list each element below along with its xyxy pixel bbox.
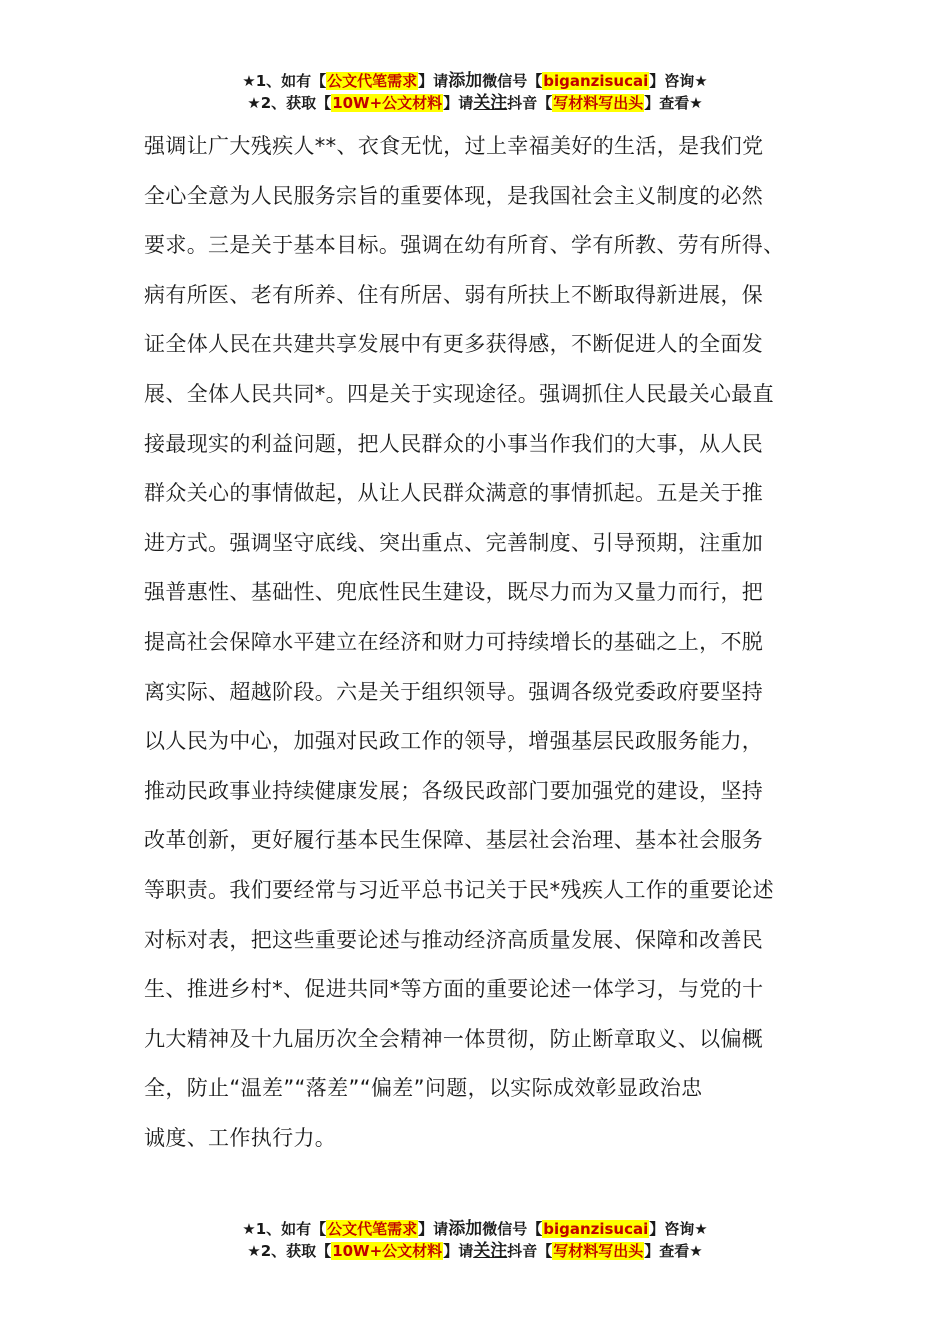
promo-text: 】请 <box>418 1220 449 1238</box>
body-line: 强普惠性、基础性、兜底性民生建设，既尽力而为又量力而行，把 <box>144 580 764 605</box>
document-body <box>144 122 809 1163</box>
promo-text: ★1、如有【 <box>242 72 327 90</box>
body-line: 展、全体人民共同*。四是关于实现途径。强调抓住人民最关心最直 <box>144 381 774 406</box>
promo-text: ★2、获取【 <box>247 1242 332 1260</box>
body-line: 生、推进乡村*、促进共同*等方面的重要论述一体学习，与党的十 <box>144 977 764 1002</box>
promo-highlight-douyin: 写材料写出头 <box>553 94 644 112</box>
promo-text: 】查看★ <box>644 1242 703 1260</box>
body-line: 全心全意为人民服务宗旨的重要体现，是我国社会主义制度的必然 <box>144 183 764 208</box>
body-line: 九大精神及十九届历次全会精神一体贯彻，防止断章取义、以偏概 <box>144 1026 764 1051</box>
promo-highlight: 公文代笔需求 <box>327 72 418 90</box>
promo-highlight: 10W+公文材料 <box>332 1242 443 1260</box>
promo-emphasis: 添加 <box>448 71 483 91</box>
body-line: 病有所医、老有所养、住有所居、弱有所扶上不断取得新进展，保 <box>144 282 764 307</box>
promo-highlight-douyin: 写材料写出头 <box>553 1242 644 1260</box>
body-line: 进方式。强调坚守底线、突出重点、完善制度、引导预期，注重加 <box>144 530 764 555</box>
promo-line-1 <box>0 70 950 92</box>
promo-text: ★1、如有【 <box>242 1220 327 1238</box>
promo-line-2 <box>0 92 950 114</box>
promo-text: 抖音【 <box>507 94 553 112</box>
body-line: 推动民政事业持续健康发展；各级民政部门要加强党的建设，坚持 <box>144 778 764 803</box>
promo-emphasis: 关注 <box>473 1241 508 1261</box>
body-line: 离实际、超越阶段。六是关于组织领导。强调各级党委政府要坚持 <box>144 679 764 704</box>
promo-emphasis: 关注 <box>473 93 508 113</box>
promo-text: 】查看★ <box>644 94 703 112</box>
body-line: 提高社会保障水平建立在经济和财力可持续增长的基础之上，不脱 <box>144 629 764 654</box>
body-line: 强调让广大残疾人**、衣食无忧，过上幸福美好的生活，是我们党 <box>144 134 764 158</box>
promo-text: 】请 <box>443 1242 474 1260</box>
promo-line-2 <box>0 1240 950 1262</box>
promo-emphasis: 添加 <box>448 1219 483 1239</box>
promo-text: 】请 <box>418 72 449 90</box>
body-line: 改革创新，更好履行基本民生保障、基层社会治理、基本社会服务 <box>144 828 764 853</box>
promo-highlight-wechat: biganzisucai <box>543 1220 649 1238</box>
promo-text: 】咨询★ <box>649 72 708 90</box>
bottom-promo-banner <box>0 1218 950 1262</box>
promo-highlight-wechat: biganzisucai <box>543 72 649 90</box>
body-line: 全，防止“温差”“落差”“偏差”问题，以实际成效彰显政治忠 <box>144 1076 703 1101</box>
promo-text: 微信号【 <box>482 1220 543 1238</box>
promo-line-1 <box>0 1218 950 1240</box>
promo-text: 抖音【 <box>507 1242 553 1260</box>
body-line: 诚度、工作执行力。 <box>144 1125 337 1150</box>
promo-text: ★2、获取【 <box>247 94 332 112</box>
body-line: 对标对表，把这些重要论述与推动经济高质量发展、保障和改善民 <box>144 927 764 952</box>
top-promo-banner <box>0 70 950 114</box>
body-line: 群众关心的事情做起，从让人民群众满意的事情抓起。五是关于推 <box>144 481 764 506</box>
body-line: 等职责。我们要经常与习近平总书记关于民*残疾人工作的重要论述 <box>144 877 774 902</box>
promo-text: 】咨询★ <box>649 1220 708 1238</box>
promo-highlight: 公文代笔需求 <box>327 1220 418 1238</box>
promo-highlight: 10W+公文材料 <box>332 94 443 112</box>
body-line: 证全体人民在共建共享发展中有更多获得感，不断促进人的全面发 <box>144 332 764 357</box>
promo-text: 】请 <box>443 94 474 112</box>
body-line: 以人民为中心，加强对民政工作的领导，增强基层民政服务能力， <box>144 729 764 754</box>
promo-text: 微信号【 <box>482 72 543 90</box>
body-line: 接最现实的利益问题，把人民群众的小事当作我们的大事，从人民 <box>144 431 764 456</box>
body-line: 要求。三是关于基本目标。强调在幼有所育、学有所教、劳有所得、 <box>144 233 785 258</box>
